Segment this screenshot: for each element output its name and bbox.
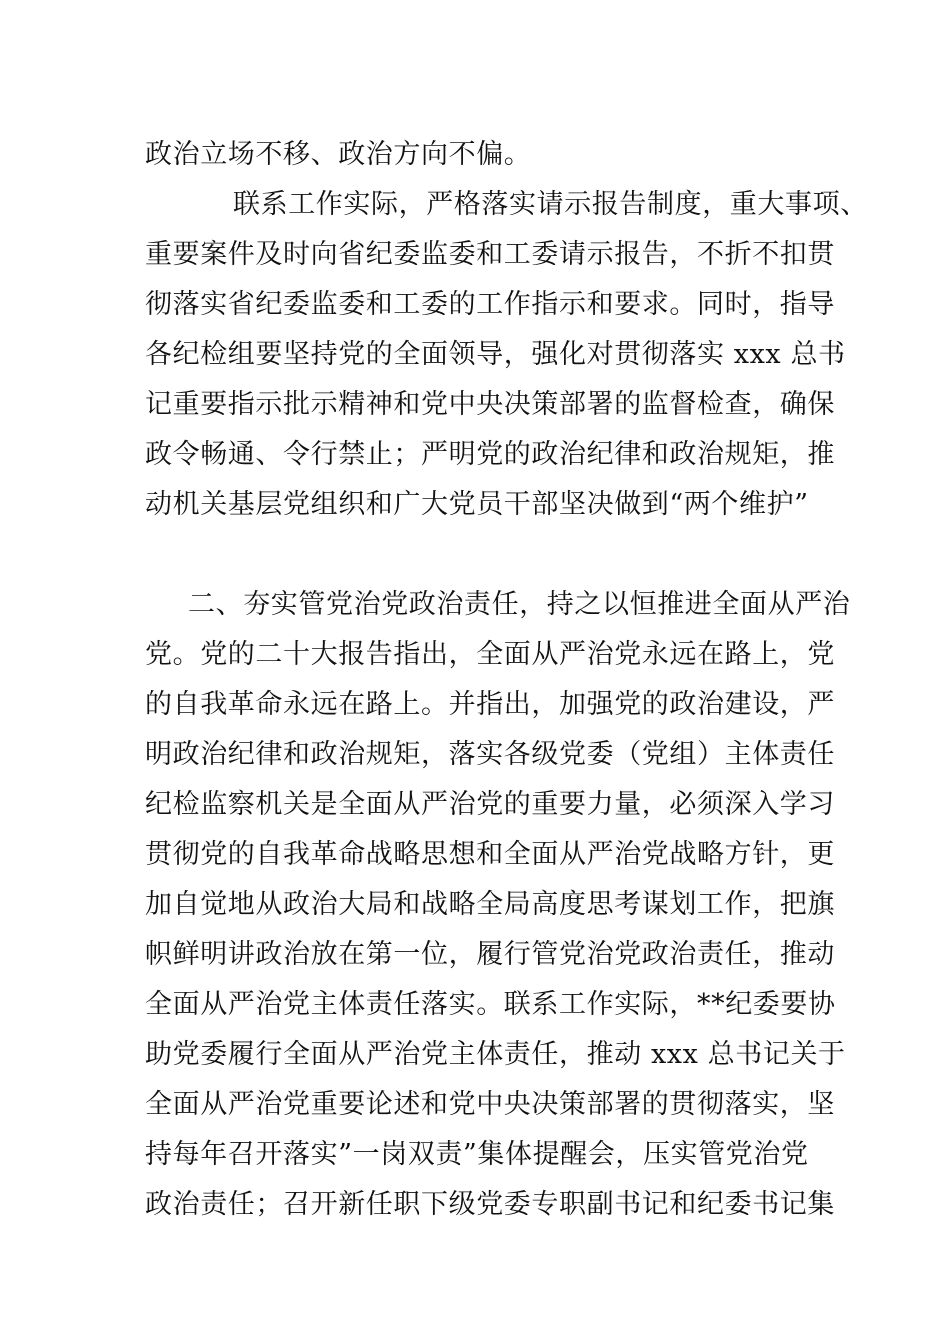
text-line: 动机关基层党组织和广大党员干部坚决做到“两个维护” xyxy=(145,489,809,520)
text-line: 党。党的二十大报告指出，全面从严治党永远在路上，党 xyxy=(145,639,835,670)
text-line: 的自我革命永远在路上。并指出，加强党的政治建设，严 xyxy=(145,689,835,720)
text-line: 帜鲜明讲政治放在第一位，履行管党治党政治责任，推动 xyxy=(145,939,835,970)
text-line: 彻落实省纪委监委和工委的工作指示和要求。同时，指导 xyxy=(145,289,835,320)
text-line: 加自觉地从政治大局和战略全局高度思考谋划工作，把旗 xyxy=(145,889,835,920)
text-line: 纪检监察机关是全面从严治党的重要力量，必须深入学习 xyxy=(145,789,835,820)
text-line: 全面从严治党主体责任落实。联系工作实际，**纪委要协 xyxy=(145,989,836,1020)
paragraph-1-first-line: 联系工作实际，严格落实请示报告制度，重大事项、 xyxy=(233,189,868,220)
text-line: 贯彻党的自我革命战略思想和全面从严治党战略方针，更 xyxy=(145,839,835,870)
text-line: 政治责任；召开新任职下级党委专职副书记和纪委书记集 xyxy=(145,1189,835,1220)
text-line: 记重要指示批示精神和党中央决策部署的监督检查，确保 xyxy=(145,389,835,420)
text-line: 明政治纪律和政治规矩，落实各级党委（党组）主体责任 xyxy=(145,739,835,770)
text-line: 各纪检组要坚持党的全面领导，强化对贯彻落实 xxx 总书 xyxy=(145,339,846,370)
text-line: 全面从严治党重要论述和党中央决策部署的贯彻落实，坚 xyxy=(145,1089,835,1120)
section-heading-line: 二、夯实管党治党政治责任，持之以恒推进全面从严治 xyxy=(188,589,851,620)
text-line: 政令畅通、令行禁止；严明党的政治纪律和政治规矩，推 xyxy=(145,439,835,470)
text-line: 助党委履行全面从严治党主体责任，推动 xxx 总书记关于 xyxy=(145,1039,846,1070)
text-line: 重要案件及时向省纪委监委和工委请示报告，不折不扣贯 xyxy=(145,239,835,270)
text-line: 政治立场不移、政治方向不偏。 xyxy=(145,139,532,170)
text-line: 持每年召开落实”一岗双责”集体提醒会，压实管党治党 xyxy=(145,1139,809,1170)
